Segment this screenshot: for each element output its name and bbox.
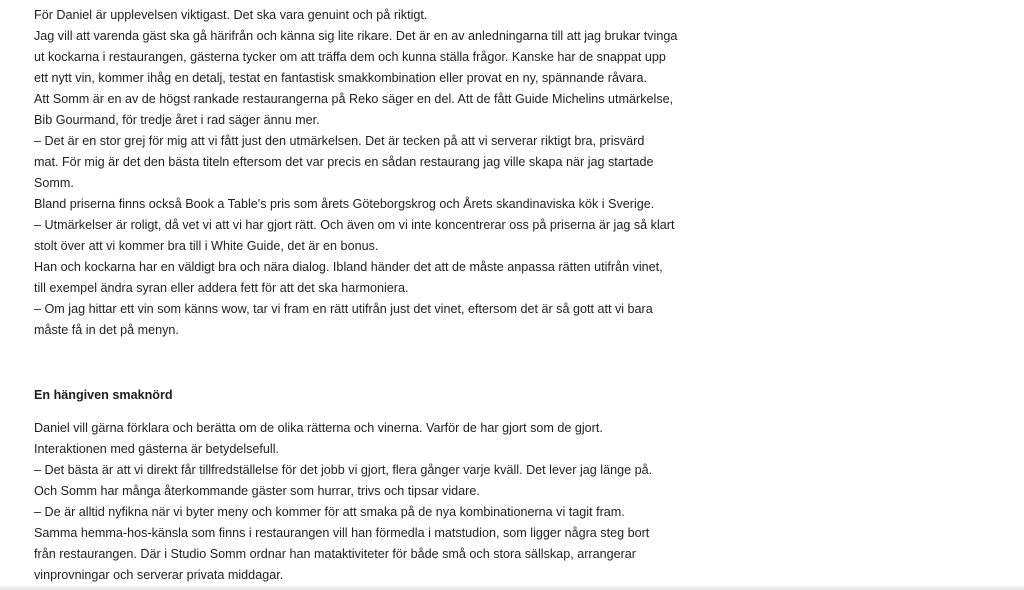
text-line: Daniel vill gärna förklara och berätta om de olika rätterna och vinerna. Varför de har gjort som de gjort. — [34, 421, 603, 435]
paragraph-intro — [34, 5, 678, 341]
text-line: – Det bästa är att vi direkt får tillfredställelse för det jobb vi gjort, flera gånger varje kväll. Det lever jag länge på. — [34, 463, 653, 477]
text-line: Att Somm är en av de högst rankade restaurangerna på Reko säger en del. Att de fått Guide Michelins utmärkelse, — [34, 92, 674, 106]
text-line: – Utmärkelser är roligt, då vet vi att vi har gjort rätt. Och även om vi inte koncentrerar oss på priserna är jag så klart — [34, 218, 675, 232]
text-line: Jag vill att varenda gäst ska gå härifrån och känna sig lite rikare. Det är en av anledningarna till att jag brukar tvinga — [34, 29, 678, 43]
text-line: Bib Gourmand, för tredje året i rad säger ännu mer. — [34, 113, 320, 127]
article-section-smaknord — [34, 418, 674, 586]
article-section-intro — [34, 0, 678, 341]
text-line: Han och kockarna har en väldigt bra och nära dialog. Ibland händer det att de måste anpassa rätten utifrån vinet, — [34, 260, 663, 274]
text-line: Och Somm har många återkommande gäster som hurrar, trivs och tipsar vidare. — [34, 484, 480, 498]
text-line: ett nytt vin, kommer ihåg en detalj, testat en fantastisk smakkombination eller provat en ny, spännande råvara. — [34, 71, 647, 85]
paragraph-smaknord — [34, 418, 674, 586]
article-body — [34, 0, 678, 586]
text-line: ut kockarna i restaurangen, gästerna tycker om att träffa dem och kunna ställa frågor. Kanske har de snappat upp — [34, 50, 666, 64]
text-line: vinprovningar och serverar privata middagar. — [34, 568, 284, 582]
text-line: – Om jag hittar ett vin som känns wow, tar vi fram en rätt utifrån just det vinet, eftersom det är så gott att vi bara — [34, 302, 653, 316]
text-line: – Det är en stor grej för mig att vi fått just den utmärkelsen. Det är tecken på att vi serverar riktigt bra, prisvärd — [34, 134, 645, 148]
text-line: Samma hemma-hos-känsla som finns i restaurangen vill han förmedla i matstudion, som ligger några steg bort — [34, 526, 650, 540]
text-line: från restaurangen. Där i Studio Somm ordnar han mataktiviteter för både små och stora sällskap, arrangerar — [34, 547, 636, 561]
text-line: Interaktionen med gästerna är betydelsefull. — [34, 442, 280, 456]
text-line: Bland priserna finns också Book a Table's pris som årets Göteborgskrog och Årets skandinaviska kök i Sverige. — [34, 197, 655, 211]
section-heading: En hängiven smaknörd — [34, 388, 173, 402]
text-line: Somm. — [34, 176, 74, 190]
text-line: mat. För mig är det den bästa titeln eftersom det var precis en sådan restaurang jag ville skapa när jag startade — [34, 155, 654, 169]
scroll-edge-shadow — [0, 584, 1024, 590]
text-line: måste få in det på menyn. — [34, 323, 179, 337]
text-line: stolt över att vi kommer bra till i White Guide, det är en bonus. — [34, 239, 379, 253]
text-line: till exempel ändra syran eller addera fett för att det ska harmoniera. — [34, 281, 409, 295]
text-line: För Daniel är upplevelsen viktigast. Det ska vara genuint och på riktigt. — [34, 8, 428, 22]
text-line: – De är alltid nyfikna när vi byter meny och kommer för att smaka på de nya kombinationerna vi tagit fram. — [34, 505, 625, 519]
